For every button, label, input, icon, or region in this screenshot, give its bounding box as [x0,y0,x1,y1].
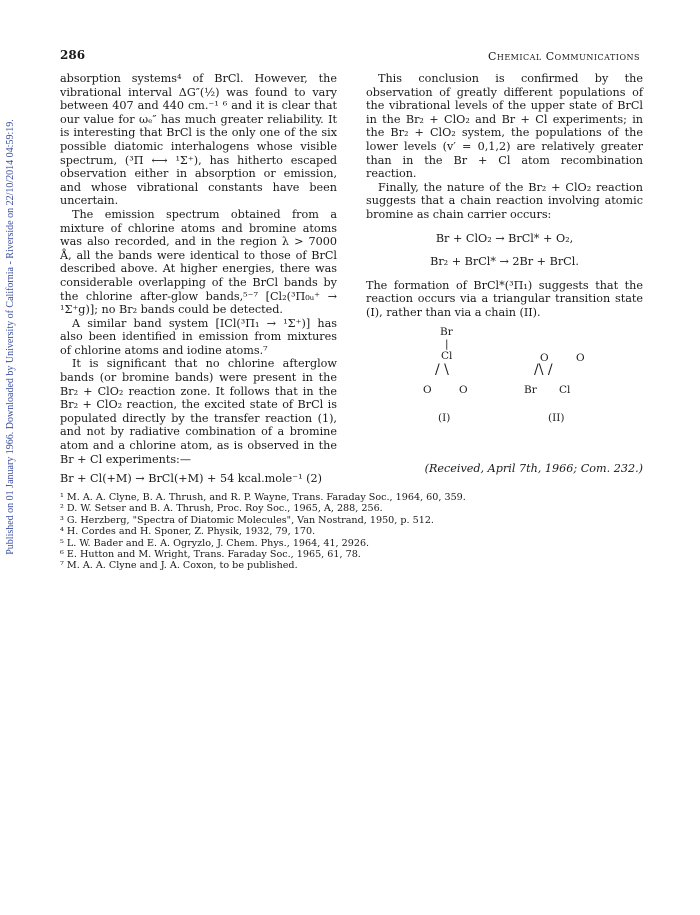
paragraph: It is significant that no chlorine afterglow bands (or bromine bands) were present in the Br₂ + ClO₂ reaction zone. It follows that in the Br₂ + ClO₂ reaction, the excited state of BrCl is populated directly by the transfer reaction (1), and not by radiative combination of a bromine atom and a chlorine atom, as is observed in the Br + Cl experiments:— [60,357,337,466]
page-number: 286 [60,48,86,62]
paragraph: The emission spectrum obtained from a mixture of chlorine atoms and bromine atoms was also recorded, and in the region λ > 7000 Å, all the bands were identical to those of BrCl described above. At higher energies, there was considerable overlapping of the BrCl bands by the chlorine after-glow bands,⁵⁻⁷ [Cl₂(³Π₀ᵤ⁺ → ¹Σ⁺g)]; no Br₂ bands could be detected. [60,207,337,317]
reference-item: ⁷ M. A. A. Clyne and J. A. Coxon, to be published. [60,560,298,572]
received-note: (Received, April 7th, 1966; Com. 232.) [424,461,643,475]
bonds: /\ / [534,361,553,378]
equation: Br₂ + BrCl* → 2Br + BrCl. [430,255,579,269]
atom-br: Br [524,383,537,396]
paragraph: Finally, the nature of the Br₂ + ClO₂ reaction suggests that a chain reaction involving atomic bromine as chain carrier occurs: [366,180,643,221]
reference-item: ² D. W. Setser and B. A. Thrush, Proc. Roy Soc., 1965, A, 288, 256. [60,503,383,515]
reference-item: ¹ M. A. A. Clyne, B. A. Thrush, and R. P. Wayne, Trans. Faraday Soc., 1964, 60, 359. [60,492,466,503]
atom-o: O [459,383,468,396]
atom-br: Br [440,325,453,338]
reference-item: ³ G. Herzberg, "Spectra of Diatomic Molecules", Van Nostrand, 1950, p. 512. [60,514,434,526]
atom-cl: Cl [559,383,571,396]
atom-o: O [423,383,432,396]
structure-label: (I) [438,411,451,424]
atom-o: O [540,351,549,364]
download-watermark: Published on 01 January 1966. Downloaded by University of California - Riverside on 22/10/2014 04:59:19. [5,119,16,555]
atom-cl: Cl [441,349,453,362]
structure-label: (II) [548,411,565,424]
right-column [366,72,643,475]
reference-item: ⁶ E. Hutton and M. Wright, Trans. Faraday Soc., 1965, 61, 78. [60,549,361,561]
paragraph: absorption systems⁴ of BrCl. However, the vibrational interval ΔG″(½) was found to vary between 407 and 440 cm.⁻¹ ⁶ and it is clear that our value for ωₑ″ has much greater reliability. It is interesting that BrCl is the only one of the six possible diatomic interhalogens whose visible spectrum, (³Π ⟷ ¹Σ⁺), has hitherto escaped observation either in absorption or emission, and whose vibrational constants have been uncertain. [60,72,337,208]
left-column [60,72,337,486]
paragraph: A similar band system [ICl(³Π₁ → ¹Σ⁺)] has also been identified in emission from mixtures of chlorine atoms and iodine atoms.⁷ [60,316,337,357]
reference-item: ⁴ H. Cordes and H. Sponer, Z. Physik, 1932, 79, 170. [60,526,316,538]
bond: | [445,337,449,350]
bonds: / \ [435,361,449,378]
paragraph: The formation of BrCl*(³Π₁) suggests that the reaction occurs via a triangular transition state (I), rather than via a chain (II). [366,278,643,319]
equation-2: Br + Cl(+M) → BrCl(+M) + 54 kcal.mole⁻¹ (2) [60,472,322,486]
reference-item: ⁵ L. W. Bader and E. A. Ogryzlo, J. Chem. Phys., 1964, 41, 2926. [60,537,370,549]
atom-o: O [576,351,585,364]
references [60,492,643,572]
equation: Br + ClO₂ → BrCl* + O₂, [435,231,574,245]
transition-state-diagram [366,326,643,456]
journal-title: Chemical Communications [487,50,640,63]
paragraph: This conclusion is confirmed by the observation of greatly different populations of the vibrational levels of the upper state of BrCl in the Br₂ + ClO₂ and Br + Cl experiments; in the Br₂ + ClO₂ system, the populations of the lower levels (v′ = 0,1,2) are relatively greater than in the Br + Cl atom recombination reaction. [366,72,643,181]
